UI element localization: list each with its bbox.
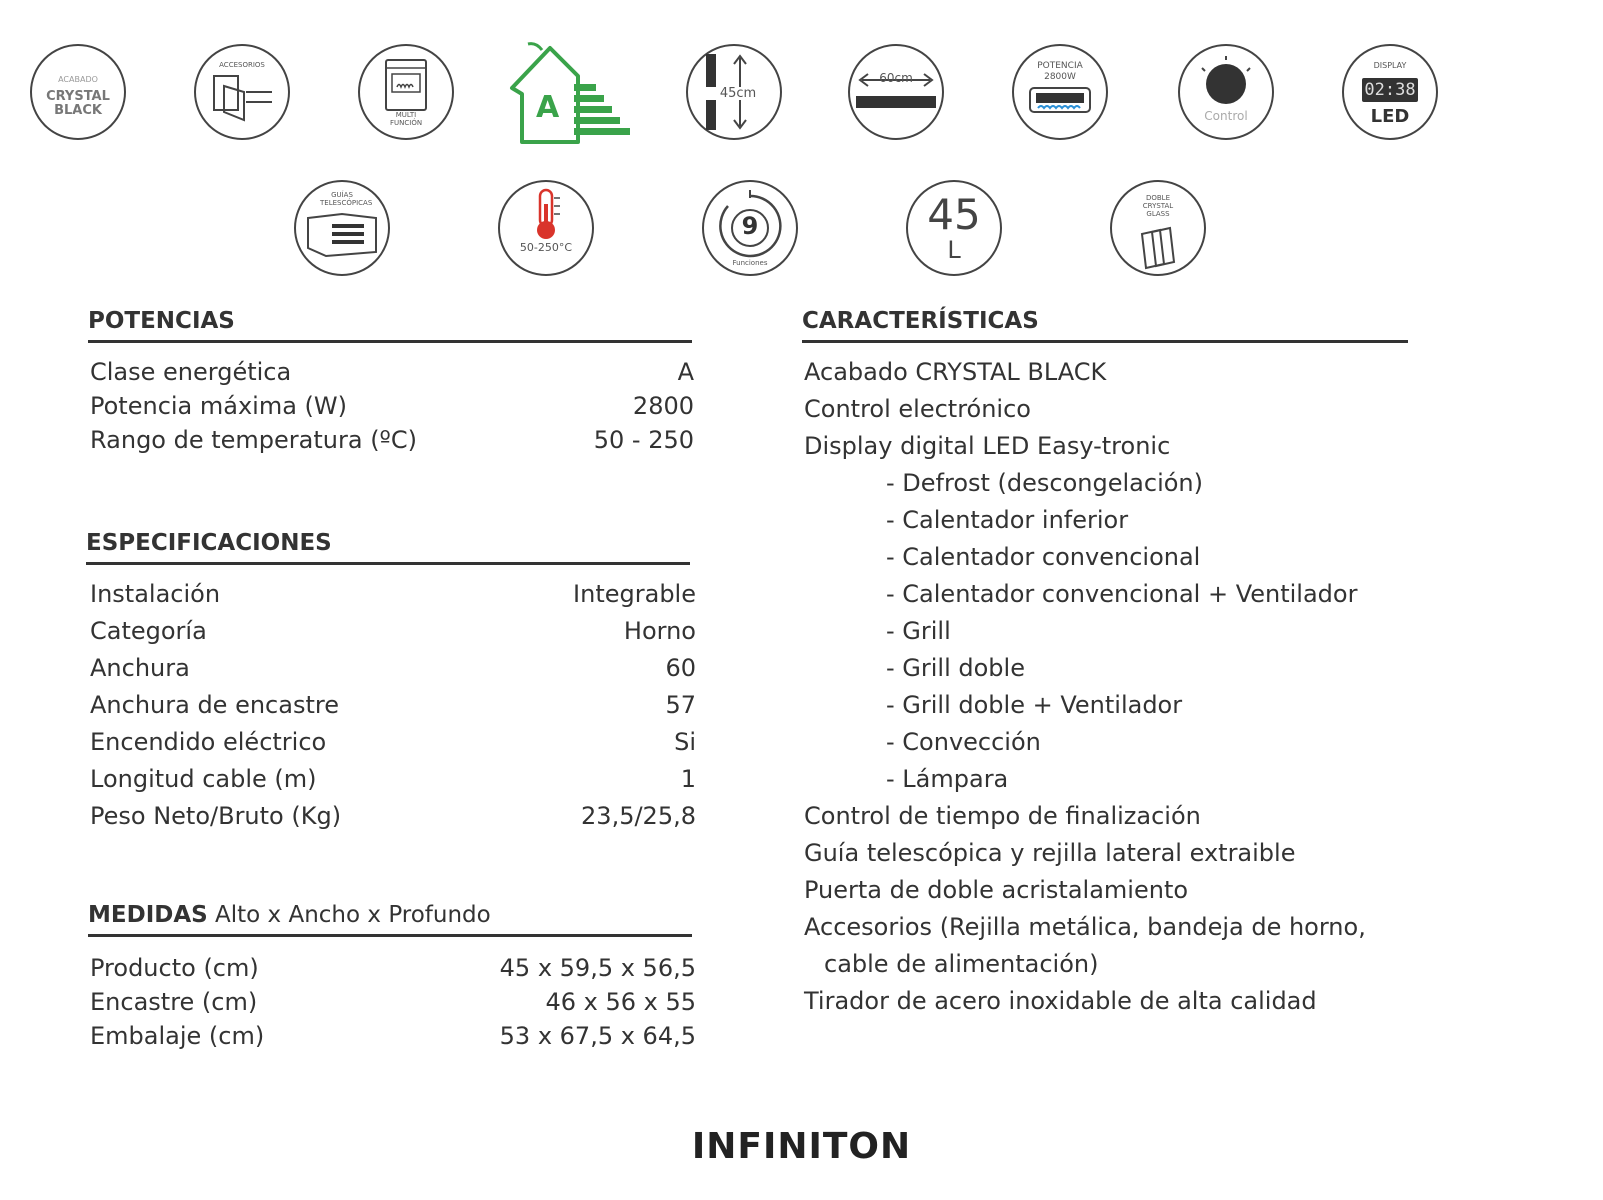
capacity-icon <box>906 180 1002 276</box>
spec-label: Anchura de encastre <box>90 691 339 719</box>
width-ruler-graphic <box>850 46 942 138</box>
crystal-black-top-label: ACABADO <box>58 75 98 84</box>
function-item: - Calentador convencional + Ventilador <box>886 580 1358 608</box>
power-value-label: 2800W <box>1044 72 1076 82</box>
potencias-heading: POTENCIAS <box>88 308 692 343</box>
feature-item: Control de tiempo de finalización <box>804 802 1201 830</box>
spec-row <box>90 617 696 645</box>
feature-item-continued: cable de alimentación) <box>824 950 1099 978</box>
spec-row <box>90 765 696 793</box>
double-glass-label: DOBLE CRYSTAL GLASS <box>1142 194 1174 219</box>
width-icon <box>848 44 944 140</box>
height-icon <box>686 44 782 140</box>
feature-item: Accesorios (Rejilla metálica, bandeja de horno, <box>804 913 1366 941</box>
functions-icon <box>702 180 798 276</box>
crystal-black-finish-icon <box>30 44 126 140</box>
control-label: Control <box>1204 109 1248 123</box>
display-screen <box>1362 78 1418 102</box>
spec-row <box>90 691 696 719</box>
feature-item: Acabado CRYSTAL BLACK <box>804 358 1107 386</box>
spec-value: Horno <box>623 617 696 645</box>
spec-label: Encastre (cm) <box>90 988 258 1016</box>
spec-row <box>90 954 696 982</box>
temperature-label: 50-250°C <box>519 241 573 254</box>
thermometer-graphic <box>500 182 592 274</box>
feature-item: Tirador de acero inoxidable de alta calidad <box>804 987 1317 1015</box>
spec-label: Anchura <box>90 654 190 682</box>
glass-panes-graphic <box>1112 182 1204 274</box>
spec-value: Integrable <box>573 580 696 608</box>
spec-value: 23,5/25,8 <box>581 802 696 830</box>
spec-value: 50 - 250 <box>593 426 694 454</box>
capacity-number: 45 <box>927 190 981 239</box>
display-time: 02:38 <box>1364 80 1416 100</box>
spec-label: Clase energética <box>90 358 292 386</box>
spec-row <box>90 654 696 682</box>
capacity-unit: L <box>947 236 961 264</box>
spec-label: Potencia máxima (W) <box>90 392 348 420</box>
spec-label: Peso Neto/Bruto (Kg) <box>90 802 342 830</box>
multifunction-label: MULTI FUNCIÓN <box>390 111 423 127</box>
guides-label: GUÍAS TELESCÓPICAS <box>320 191 373 207</box>
energy-class-a-icon <box>506 40 632 144</box>
spec-value: A <box>677 358 694 386</box>
height-label: 45cm <box>702 87 774 100</box>
spec-value: 45 x 59,5 x 56,5 <box>499 954 696 982</box>
spec-row <box>90 358 694 386</box>
feature-item: Guía telescópica y rejilla lateral extraible <box>804 839 1296 867</box>
spec-value: 46 x 56 x 55 <box>545 988 696 1016</box>
temperature-range-icon <box>498 180 594 276</box>
spec-value: 53 x 67,5 x 64,5 <box>499 1022 696 1050</box>
especificaciones-heading: ESPECIFICACIONES <box>86 530 690 565</box>
brand-logo: INFINITON <box>691 1126 912 1167</box>
function-item: - Grill <box>886 617 951 645</box>
spec-row <box>90 802 696 830</box>
guides-drawer-graphic <box>296 182 388 274</box>
power-top-label: POTENCIA <box>1037 61 1083 71</box>
knob-graphic <box>1180 46 1272 138</box>
multifunction-oven-icon <box>358 44 454 140</box>
spec-label: Instalación <box>90 580 221 608</box>
accessories-tray-graphic <box>196 46 288 138</box>
led-display-icon <box>1342 44 1438 140</box>
display-led-label: LED <box>1370 106 1410 127</box>
spec-row <box>90 728 696 756</box>
spec-label: Producto (cm) <box>90 954 259 982</box>
feature-item: Control electrónico <box>804 395 1031 423</box>
functions-number: 9 <box>741 212 759 240</box>
spec-label: Encendido eléctrico <box>90 728 327 756</box>
accessories-label: ACCESORIOS <box>219 61 265 69</box>
spec-label: Embalaje (cm) <box>90 1022 265 1050</box>
accessories-icon <box>194 44 290 140</box>
feature-item: Display digital LED Easy-tronic <box>804 432 1171 460</box>
energy-house-graphic <box>506 40 632 144</box>
spec-label: Categoría <box>90 617 207 645</box>
feature-item: Puerta de doble acristalamiento <box>804 876 1189 904</box>
double-glass-icon <box>1110 180 1206 276</box>
function-item: - Calentador convencional <box>886 543 1201 571</box>
spec-row <box>90 426 694 454</box>
function-item: - Grill doble + Ventilador <box>886 691 1183 719</box>
spec-value: 2800 <box>632 392 694 420</box>
heating-element-graphic <box>1014 46 1106 138</box>
spec-label: Longitud cable (m) <box>90 765 317 793</box>
spec-value: 60 <box>665 654 696 682</box>
function-item: - Calentador inferior <box>886 506 1129 534</box>
functions-label: Funciones <box>732 259 768 267</box>
spec-row <box>90 392 694 420</box>
function-item: - Lámpara <box>886 765 1009 793</box>
spec-row <box>90 1022 696 1050</box>
medidas-heading-bold: MEDIDAS <box>88 902 208 928</box>
spec-value: 57 <box>665 691 696 719</box>
spec-value: 1 <box>680 765 696 793</box>
energy-class-label: A <box>536 90 560 125</box>
spec-row <box>90 580 696 608</box>
caracteristicas-heading: CARACTERÍSTICAS <box>802 308 1408 343</box>
function-item: - Defrost (descongelación) <box>886 469 1204 497</box>
electronic-control-icon <box>1178 44 1274 140</box>
spec-value: Si <box>674 728 696 756</box>
function-item: - Convección <box>886 728 1041 756</box>
telescopic-guides-icon <box>294 180 390 276</box>
spec-row <box>90 988 696 1016</box>
crystal-black-label: CRYSTAL BLACK <box>46 89 110 118</box>
medidas-heading <box>88 902 692 937</box>
spec-label: Rango de temperatura (ºC) <box>90 426 417 454</box>
display-top-label: DISPLAY <box>1373 61 1407 70</box>
width-label: 60cm <box>879 71 913 85</box>
function-item: - Grill doble <box>886 654 1025 682</box>
medidas-heading-rest: Alto x Ancho x Profundo <box>207 902 491 928</box>
power-icon <box>1012 44 1108 140</box>
